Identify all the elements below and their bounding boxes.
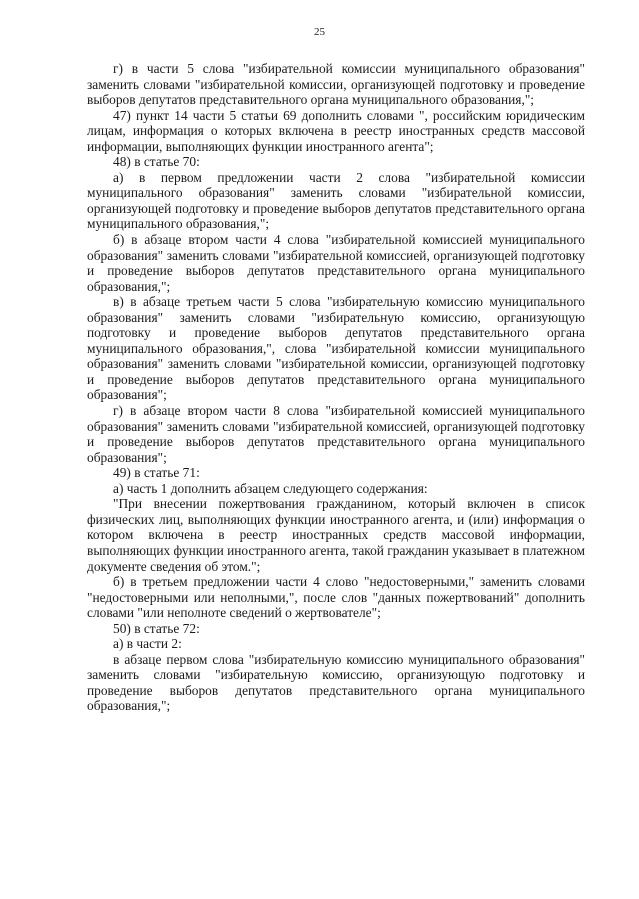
paragraph-47: 47) пункт 14 части 5 статьи 69 дополнить словами ", российским юридическим лицам, информация о которых включена в реестр иностранных средств массовой информации, выполняющих функции иностранного агента"; [87, 107, 585, 154]
paragraph-49-b: б) в третьем предложении части 4 слово "недостоверными," заменить словами "недостоверными или неполными,", после слов "данных пожертвований" дополнить словами "или неполноте сведений о жертвователе"; [87, 574, 585, 621]
paragraph-49-quote: "При внесении пожертвования гражданином, который включен в список физических лиц, выполняющих функции иностранного агента, и (или) информация о котором включена в реестр иностранных средств массовой информации, выполняющих функции иностранного агента, такой гражданин указывает в платежном документе сведения об этом."; [87, 496, 585, 574]
paragraph-48-g: г) в абзаце втором части 8 слова "избирательной комиссией муниципального образования" заменить словами "избирательной комиссией, организующей подготовку и проведение выборов депутатов представительного органа муниципального образования"; [87, 403, 585, 465]
paragraph-48-v: в) в абзаце третьем части 5 слова "избирательную комиссию муниципального образования" заменить словами "избирательную комиссию, организующую подготовку и проведение выборов депутатов представительного органа муниципального образования,", слова "избирательной комиссии муниципального образования" заменить словами "избирательной комиссии, организующей подготовку и проведение выборов депутатов представительного органа муниципального образования"; [87, 294, 585, 403]
paragraph-50-a-first: в абзаце первом слова "избирательную комиссию муниципального образования" заменить словами "избирательную комиссию, организующую подготовку и проведение выборов депутатов представительного органа муниципального образования,"; [87, 651, 585, 714]
paragraph-50-a: а) в части 2: [113, 636, 182, 652]
paragraph-48-b: б) в абзаце втором части 4 слова "избирательной комиссией муниципального образования" заменить словами "избирательной комиссией, организующей подготовку и проведение выборов депутатов представительного органа муниципального образования,"; [87, 232, 585, 294]
paragraph-49-heading: 49) в статье 71: [113, 465, 200, 481]
paragraph-48-heading: 48) в статье 70: [113, 154, 200, 170]
paragraph-48-a: а) в первом предложении части 2 слова "избирательной комиссии муниципального образования" заменить словами "избирательной комиссии, организующей подготовку и проведение выборов депутатов представительного органа муниципального образования,"; [87, 169, 585, 232]
paragraph-g-part5: г) в части 5 слова "избирательной комиссии муниципального образования" заменить словами "избирательной комиссии, организующей подготовку и проведение выборов депутатов представительного органа муниципального образования,"; [87, 61, 585, 108]
paragraph-49-a: а) часть 1 дополнить абзацем следующего содержания: [113, 480, 428, 496]
paragraph-50-heading: 50) в статье 72: [113, 620, 200, 636]
page-number: 25 [314, 26, 325, 38]
document-body [87, 61, 585, 714]
